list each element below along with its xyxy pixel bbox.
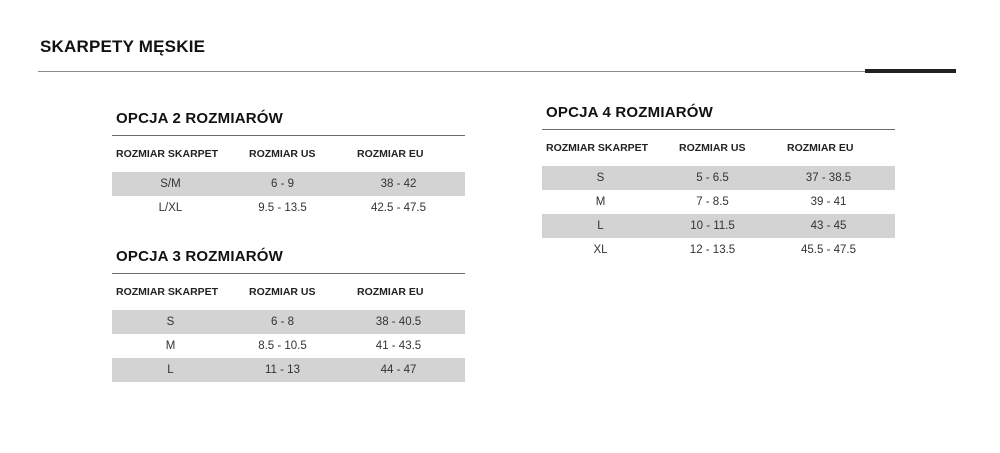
cell-eu-size: 43 - 45	[810, 220, 847, 232]
cell-us-size: 6 - 8	[270, 316, 294, 328]
table-header	[542, 130, 895, 166]
cell-sock-size: M	[165, 340, 176, 352]
cell-us-size: 7 - 8.5	[696, 196, 729, 208]
cell-eu-size: 41 - 43.5	[375, 340, 422, 352]
table-header	[112, 274, 465, 310]
size-table-option-2	[112, 110, 465, 220]
column-header-us-size: ROZMIAR US	[679, 142, 746, 154]
table-row	[112, 358, 465, 382]
table-row	[542, 238, 895, 262]
cell-sock-size: S/M	[160, 178, 181, 190]
section-title: OPCJA 3 ROZMIARÓW	[116, 248, 284, 265]
cell-us-size: 12 - 13.5	[689, 244, 736, 256]
cell-eu-size: 38 - 40.5	[375, 316, 422, 328]
cell-eu-size: 37 - 38.5	[805, 172, 852, 184]
column-header-eu-size: ROZMIAR EU	[357, 148, 424, 160]
cell-sock-size: S	[596, 172, 605, 184]
column-header-eu-size: ROZMIAR EU	[787, 142, 854, 154]
cell-us-size: 11 - 13	[265, 364, 300, 376]
table-header	[112, 136, 465, 172]
cell-us-size: 6 - 9	[270, 178, 294, 190]
table-row	[542, 214, 895, 238]
table-row	[112, 172, 465, 196]
cell-sock-size: L	[167, 364, 174, 376]
size-table-option-3	[112, 248, 465, 382]
cell-us-size: 9.5 - 13.5	[258, 202, 307, 214]
column-header-eu-size: ROZMIAR EU	[357, 286, 424, 298]
table-row	[112, 310, 465, 334]
column-header-us-size: ROZMIAR US	[249, 148, 316, 160]
section-title: OPCJA 4 ROZMIARÓW	[546, 104, 714, 121]
column-header-sock-size: ROZMIAR SKARPET	[116, 148, 219, 160]
cell-eu-size: 38 - 42	[380, 178, 417, 190]
column-header-us-size: ROZMIAR US	[249, 286, 316, 298]
page-title: SKARPETY MĘSKIE	[40, 37, 206, 56]
cell-sock-size: L	[597, 220, 604, 232]
column-header-sock-size: ROZMIAR SKARPET	[546, 142, 649, 154]
cell-us-size: 8.5 - 10.5	[258, 340, 307, 352]
column-header-sock-size: ROZMIAR SKARPET	[116, 286, 219, 298]
table-row	[112, 334, 465, 358]
section-title: OPCJA 2 ROZMIARÓW	[116, 110, 284, 127]
cell-us-size: 5 - 6.5	[696, 172, 729, 184]
cell-us-size: 10 - 11.5	[690, 220, 735, 232]
table-row	[542, 166, 895, 190]
cell-sock-size: S	[166, 316, 175, 328]
cell-eu-size: 39 - 41	[810, 196, 847, 208]
cell-sock-size: L/XL	[158, 202, 183, 214]
table-row	[112, 196, 465, 220]
title-divider	[38, 71, 956, 72]
cell-eu-size: 45.5 - 47.5	[801, 244, 856, 256]
size-table-option-4	[542, 104, 895, 262]
cell-sock-size: M	[595, 196, 606, 208]
title-divider-accent	[865, 69, 956, 73]
table-row	[542, 190, 895, 214]
cell-eu-size: 44 - 47	[380, 364, 417, 376]
cell-eu-size: 42.5 - 47.5	[371, 202, 426, 214]
cell-sock-size: XL	[593, 244, 608, 256]
